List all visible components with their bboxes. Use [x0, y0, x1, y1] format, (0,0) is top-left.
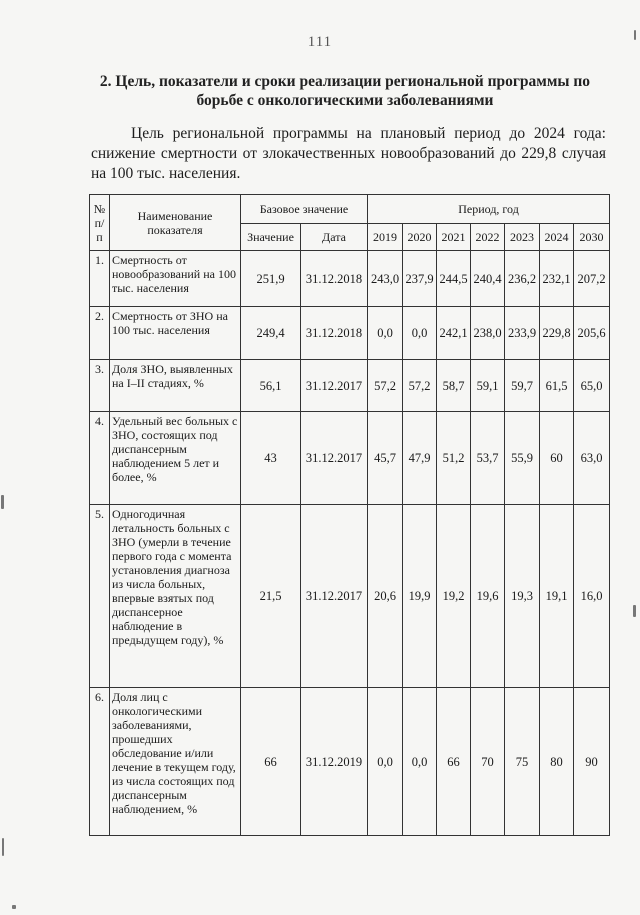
year-value: 16,0: [574, 505, 610, 688]
year-value: 90: [574, 688, 610, 836]
year-value: 236,2: [505, 251, 540, 307]
indicators-table: [89, 194, 610, 836]
indicator-name: Доля ЗНО, выявленных на I–II стадиях, %: [110, 360, 241, 412]
year-value: 80: [540, 688, 574, 836]
year-value: 57,2: [368, 360, 403, 412]
header-base-value: Базовое значение: [241, 195, 368, 224]
year-value: 232,1: [540, 251, 574, 307]
base-date: 31.12.2019: [301, 688, 368, 836]
table-row: [90, 251, 610, 307]
row-number: 2.: [90, 307, 110, 360]
scan-speck: [2, 838, 4, 856]
year-value: 47,9: [403, 412, 437, 505]
base-date: 31.12.2018: [301, 251, 368, 307]
header-year: 2021: [437, 224, 471, 251]
year-value: 19,1: [540, 505, 574, 688]
year-value: 59,7: [505, 360, 540, 412]
header-period: Период, год: [368, 195, 610, 224]
base-value: 56,1: [241, 360, 301, 412]
base-date: 31.12.2018: [301, 307, 368, 360]
year-value: 240,4: [471, 251, 505, 307]
row-number: 5.: [90, 505, 110, 688]
row-number: 3.: [90, 360, 110, 412]
table-row: [90, 412, 610, 505]
year-value: 205,6: [574, 307, 610, 360]
year-value: 70: [471, 688, 505, 836]
section-heading: 2. Цель, показатели и сроки реализации региональной программы по борьбе с онкологическими заболеваниями: [99, 73, 591, 109]
header-year: 2020: [403, 224, 437, 251]
base-date: 31.12.2017: [301, 360, 368, 412]
header-year: 2030: [574, 224, 610, 251]
year-value: 0,0: [368, 688, 403, 836]
year-value: 51,2: [437, 412, 471, 505]
header-year: 2024: [540, 224, 574, 251]
table-row: [90, 360, 610, 412]
header-number: № п/п: [90, 195, 110, 251]
base-value: 249,4: [241, 307, 301, 360]
header-value: Значение: [241, 224, 301, 251]
indicator-name: Удельный вес больных с ЗНО, состоящих под диспансерным наблюдением 5 лет и более, %: [110, 412, 241, 505]
base-value: 66: [241, 688, 301, 836]
year-value: 238,0: [471, 307, 505, 360]
indicator-name: Доля лиц с онкологическими заболеваниями, прошедших обследование и/или лечение в текущем году, из числа состоящих под диспансерным наблюдением, %: [110, 688, 241, 836]
page-number: 111: [307, 34, 333, 50]
year-value: 243,0: [368, 251, 403, 307]
row-number: 6.: [90, 688, 110, 836]
year-value: 65,0: [574, 360, 610, 412]
year-value: 45,7: [368, 412, 403, 505]
scan-speck: [634, 30, 636, 40]
year-value: 242,1: [437, 307, 471, 360]
year-value: 59,1: [471, 360, 505, 412]
indicator-name: Одногодичная летальность больных с ЗНО (умерли в течение первого года с момента установления диагноза из числа больных, впервые взятых под диспансерное наблюдение в предыдущем году), %: [110, 505, 241, 688]
header-indicator-name: Наименование показателя: [110, 195, 241, 251]
year-value: 55,9: [505, 412, 540, 505]
header-date: Дата: [301, 224, 368, 251]
base-value: 43: [241, 412, 301, 505]
year-value: 75: [505, 688, 540, 836]
year-value: 233,9: [505, 307, 540, 360]
year-value: 63,0: [574, 412, 610, 505]
year-value: 207,2: [574, 251, 610, 307]
year-value: 0,0: [368, 307, 403, 360]
year-value: 66: [437, 688, 471, 836]
header-year: 2023: [505, 224, 540, 251]
year-value: 0,0: [403, 307, 437, 360]
indicator-name: Смертность от ЗНО на 100 тыс. населения: [110, 307, 241, 360]
base-value: 251,9: [241, 251, 301, 307]
year-value: 53,7: [471, 412, 505, 505]
row-number: 4.: [90, 412, 110, 505]
table-row: [90, 505, 610, 688]
row-number: 1.: [90, 251, 110, 307]
year-value: 60: [540, 412, 574, 505]
year-value: 19,6: [471, 505, 505, 688]
year-value: 0,0: [403, 688, 437, 836]
scan-speck: [1, 495, 4, 509]
base-value: 21,5: [241, 505, 301, 688]
header-year: 2019: [368, 224, 403, 251]
year-value: 19,3: [505, 505, 540, 688]
year-value: 229,8: [540, 307, 574, 360]
year-value: 19,9: [403, 505, 437, 688]
year-value: 237,9: [403, 251, 437, 307]
header-year: 2022: [471, 224, 505, 251]
year-value: 19,2: [437, 505, 471, 688]
year-value: 57,2: [403, 360, 437, 412]
scan-speck: [633, 605, 636, 617]
year-value: 61,5: [540, 360, 574, 412]
base-date: 31.12.2017: [301, 505, 368, 688]
base-date: 31.12.2017: [301, 412, 368, 505]
goal-paragraph: Цель региональной программы на плановый период до 2024 года: снижение смертности от злокачественных новообразований до 229,8 случая на 100 тыс. населения.: [91, 125, 606, 182]
indicator-name: Смертность от новообразований на 100 тыс. населения: [110, 251, 241, 307]
year-value: 20,6: [368, 505, 403, 688]
year-value: 244,5: [437, 251, 471, 307]
table-row: [90, 688, 610, 836]
year-value: 58,7: [437, 360, 471, 412]
table-row: [90, 307, 610, 360]
scan-speck: [12, 905, 16, 909]
